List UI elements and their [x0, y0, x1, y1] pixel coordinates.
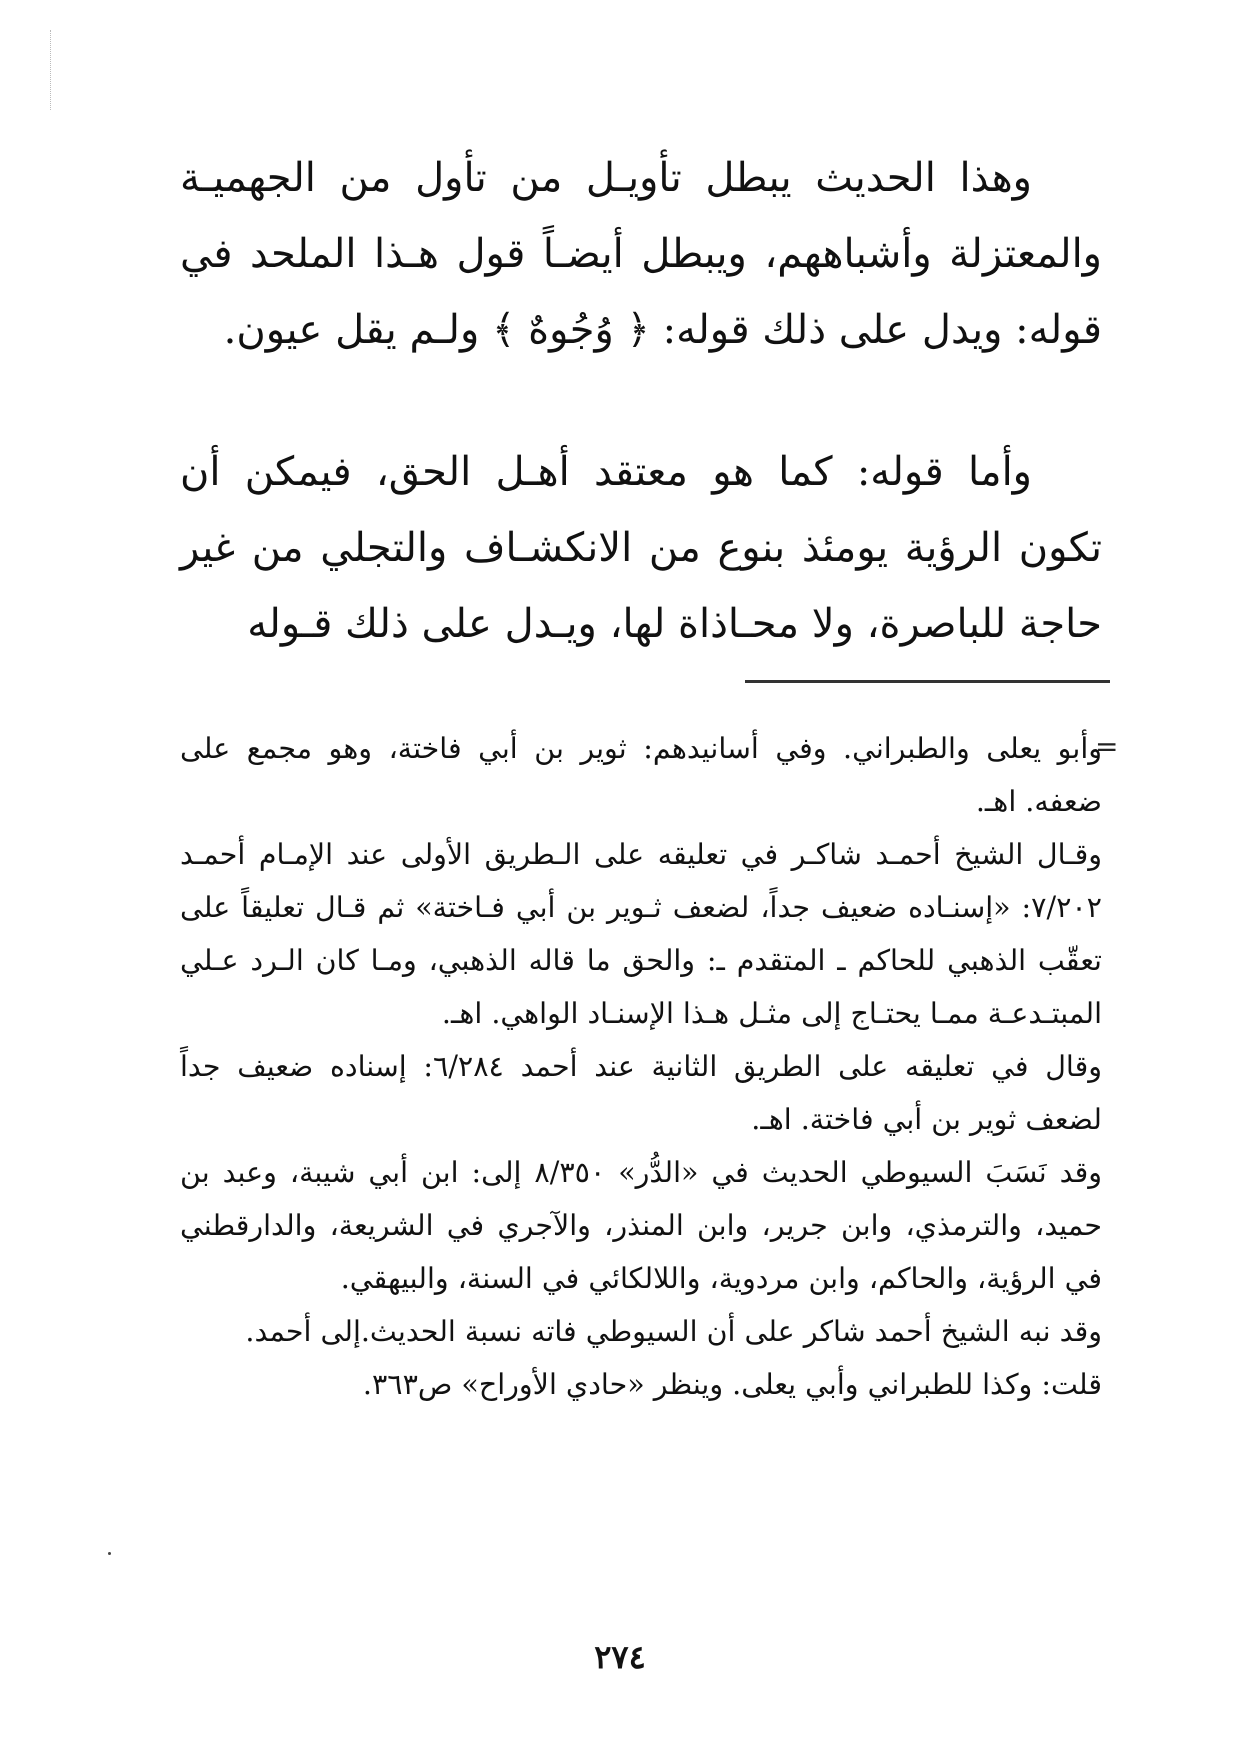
- footnote-paragraph-6: قلت: وكذا للطبراني وأبي يعلى. وينظر «حادي الأوراح» ص٣٦٣.: [362, 1368, 1102, 1401]
- footnotes-block: [180, 722, 1102, 1411]
- footnote-continuation-mark: =: [1095, 730, 1119, 763]
- main-text-block: [180, 140, 1102, 662]
- footnote-paragraph-2: وقـال الشيخ أحمـد شاكـر في تعليقه على الـطريق الأولى عند الإمـام أحمـد ٧/٢٠٢: «إسنـاده ضعيف جداً، لضعف ثـوير بن أبي فـاختة» ثم قـال تعليقاً على تعقّب الذهبي للحاكم ـ المتقدم ـ: والحق ما قاله الذهبي، ومـا كان الـرد عـلي المبتـدعـة ممـا يحتـاج إلى مثـل هـذا الإسنـاد الواهي. اهـ.: [180, 838, 1102, 1030]
- footnote-paragraph-5: وقد نبه الشيخ أحمد شاكر على أن السيوطي فاته نسبة الحديث.إلى أحمد.: [245, 1315, 1102, 1348]
- scan-speck: [108, 1552, 111, 1555]
- footnote-paragraph-1: وأبو يعلى والطبراني. وفي أسانيدهم: ثوير بن أبي فاختة، وهو مجمع على ضعفه. اهـ.: [180, 732, 1102, 818]
- main-paragraph-1: وهذا الحديث يبطل تأويـل من تأول من الجهميـة والمعتزلة وأشباههم، ويبطل أيضـاً قول هـذا الملحد في قوله: ويدل على ذلك قوله: ﴿ وُجُوهٌ ﴾ ولـم يقل عيون.: [180, 155, 1102, 353]
- page-number: ٢٧٤: [594, 1638, 646, 1676]
- scan-margin-marks: [50, 30, 53, 110]
- footnote-paragraph-3: وقال في تعليقه على الطريق الثانية عند أحمد ٦/٢٨٤: إسناده ضعيف جداً لضعف ثوير بن أبي فاختة. اهـ.: [180, 1050, 1102, 1136]
- main-paragraph-2: وأما قوله: كما هو معتقد أهـل الحق، فيمكن أن تكون الرؤية يومئذ بنوع من الانكشـاف والتجلي من غير حاجة للباصرة، ولا محـاذاة لها، ويـدل على ذلك قـوله: [180, 449, 1102, 647]
- footnote-paragraph-4: وقد نَسَبَ السيوطي الحديث في «الدُّر» ٨/٣٥٠ إلى: ابن أبي شيبة، وعبد بن حميد، والترمذي، وابن جرير، وابن المنذر، والآجري في الشريعة، والدارقطني في الرؤية، والحاكم، وابن مردوية، واللالكائي في السنة، والبيهقي.: [180, 1156, 1102, 1295]
- footnote-divider: [745, 680, 1110, 683]
